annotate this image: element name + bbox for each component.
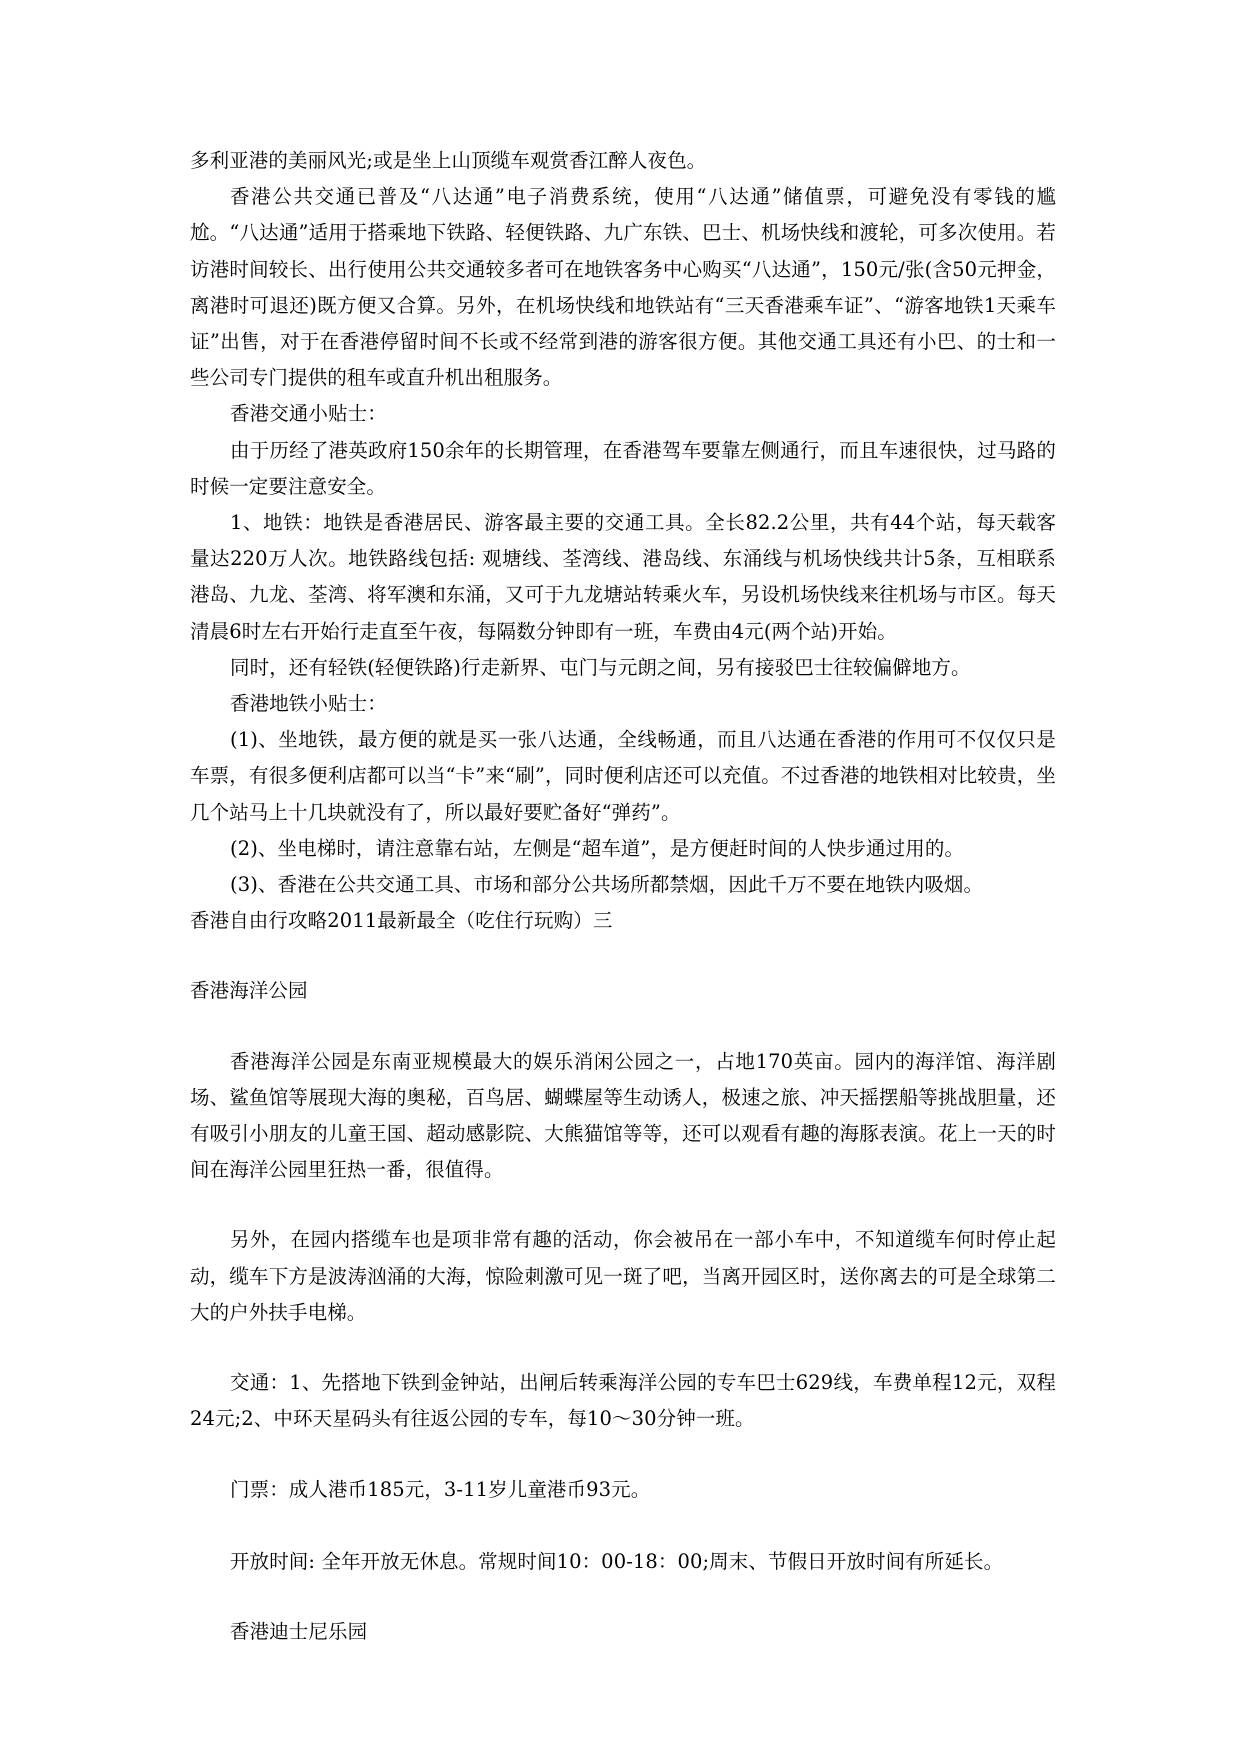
- spacer: [190, 1438, 1056, 1472]
- paragraph-opening-hours: 开放时间: 全年开放无休息。常规时间10：00-18：00;周末、节假日开放时间有所延长。: [230, 1549, 1004, 1573]
- paragraph-light-rail: 同时，还有轻铁(轻便铁路)行走新界、屯门与元朗之间，另有接驳巴士往较偏僻地方。: [230, 655, 971, 679]
- heading-ocean-park: 香港海洋公园: [190, 979, 308, 1003]
- paragraph-cable-car: 另外，在园内搭缆车也是项非常有趣的活动，你会被吊在一部小车中，不知道缆车何时停止起动，缆车下方是波涛汹涌的大海，惊险刺激可见一斑了吧，当离开园区时，送你离去的可是全球第二大的户外扶手电梯。: [190, 1228, 1056, 1324]
- spacer: [190, 1580, 1056, 1614]
- spacer: [190, 1010, 1056, 1044]
- paragraph-mtr: 1、地铁：地铁是香港居民、游客最主要的交通工具。全长82.2公里，共有44个站，每天载客量达220万人次。地铁路线包括: 观塘线、荃湾线、港岛线、东涌线与机场快线共计5条，互相联系港岛、九龙、荃湾、将军澳和东涌，又可于九龙塘站转乘火车，另设机场快线来往机场与市区。每天清晨6时左右开始行走直至午夜，每隔数分钟即有一班，车费由4元(两个站)开始。: [190, 511, 1056, 643]
- paragraph-ocean-park-intro: 香港海洋公园是东南亚规模最大的娱乐消闲公园之一，占地170英亩。园内的海洋馆、海洋剧场、鲨鱼馆等展现大海的奥秘，百鸟居、蝴蝶屋等生动诱人，极速之旅、冲天摇摆船等挑战胆量，还有吸引小朋友的儿童王国、超动感影院、大熊猫馆等等，还可以观看有趣的海豚表演。花上一天的时间在海洋公园里狂热一番，很值得。: [190, 1049, 1056, 1182]
- paragraph-octopus-card: 香港公共交通已普及“八达通”电子消费系统，使用“八达通”储值票，可避免没有零钱的尴尬。“八达通”适用于搭乘地下铁路、轻便铁路、九广东铁、巴士、机场快线和渡轮，可多次使用。若访港时间较长、出行使用公共交通较多者可在地铁客务中心购买“八达通”，150元/张(含50元押金，离港时可退还)既方便又合算。另外，在机场快线和地铁站有“三天香港乘车证”、“游客地铁1天乘车证”出售，对于在香港停留时间不长或不经常到港的游客很方便。其他交通工具还有小巴、的士和一些公司专门提供的租车或直升机出租服务。: [190, 185, 1056, 390]
- section-title: 香港自由行攻略2011最新最全（吃住行玩购）三: [190, 909, 613, 933]
- spacer: [190, 1508, 1056, 1544]
- spacer: [190, 939, 1056, 973]
- heading-transport-tips: 香港交通小贴士：: [230, 402, 387, 426]
- heading-disneyland: 香港迪士尼乐园: [230, 1619, 368, 1643]
- spacer: [190, 1331, 1056, 1365]
- paragraph-ocean-park-transport: 交通：1、先搭地下铁到金钟站，出闸后转乘海洋公园的专车巴士629线，车费单程12元，双程24元;2、中环天星码头有往返公园的专车，每10～30分钟一班。: [190, 1371, 1056, 1431]
- document-body: [190, 143, 1056, 1650]
- paragraph-continuation: 多利亚港的美丽风光;或是坐上山顶缆车观赏香江醉人夜色。: [190, 149, 707, 172]
- tip-2: (2)、坐电梯时，请注意靠右站，左侧是“超车道”，是方便赶时间的人快步通过用的。: [230, 836, 965, 860]
- paragraph-drive-left: 由于历经了港英政府150余年的长期管理，在香港驾车要靠左侧通行，而且车速很快，过马路的时候一定要注意安全。: [190, 438, 1056, 498]
- heading-mtr-tips: 香港地铁小贴士：: [230, 692, 387, 716]
- tip-3: (3)、香港在公共交通工具、市场和部分公共场所都禁烟，因此千万不要在地铁内吸烟。: [230, 873, 984, 897]
- paragraph-tickets: 门票：成人港币185元，3-11岁儿童港币93元。: [230, 1477, 651, 1501]
- spacer: [190, 1188, 1056, 1222]
- tip-1: (1)、坐地铁，最方便的就是买一张八达通，全线畅通，而且八达通在香港的作用可不仅仅只是车票，有很多便利店都可以当“卡”来“刷”，同时便利店还可以充值。不过香港的地铁相对比较贵，坐几个站马上十几块就没有了，所以最好要贮备好“弹药”。: [190, 728, 1056, 824]
